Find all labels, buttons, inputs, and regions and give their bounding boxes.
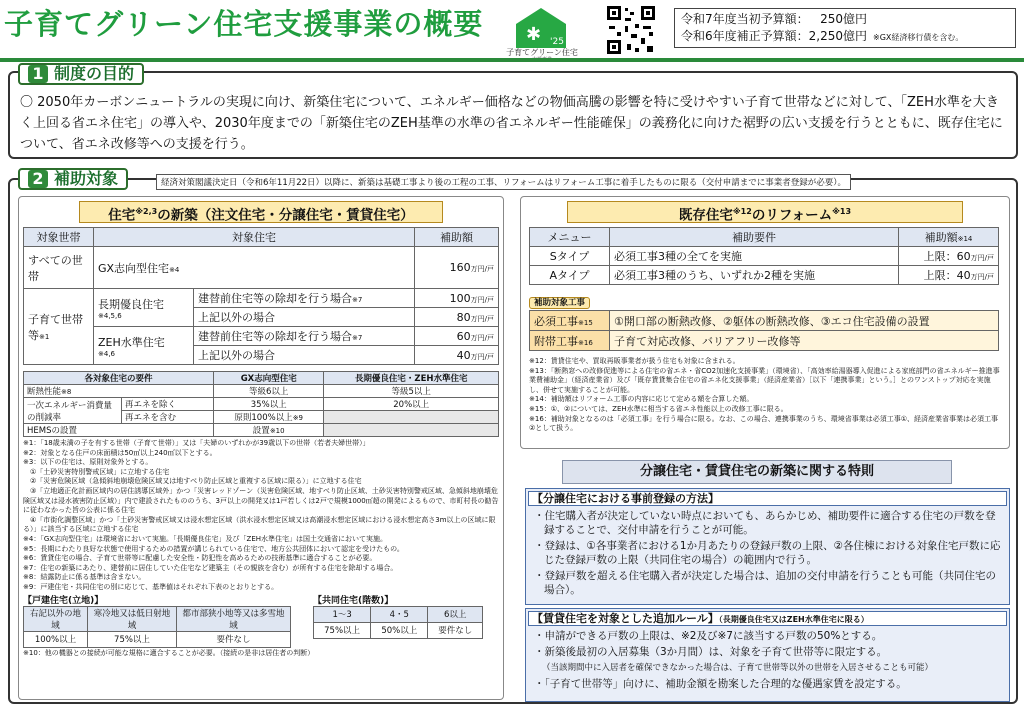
collective-th-1: 1～3 bbox=[314, 606, 371, 622]
reform-th-amount bbox=[899, 228, 999, 247]
newbuild-title-sup: ※2,3 bbox=[135, 207, 158, 216]
rental-item-2: ・新築後最初の入居募集（3か月間）は、対象を子育て世帯等に限定する。 bbox=[534, 646, 888, 658]
req-excl-other: 20%以上 bbox=[324, 398, 499, 411]
must-work-desc: ①開口部の断熱改修、②躯体の断熱改修、③エコ住宅設備の設置 bbox=[610, 311, 999, 331]
req-hems: HEMSの設置 bbox=[24, 424, 214, 437]
rental-title-note: （長期優良住宅又はZEH水準住宅に限る） bbox=[718, 615, 869, 624]
reform-th-amount-label: 補助額 bbox=[924, 231, 958, 244]
reform-th-sup: ※14 bbox=[957, 235, 973, 243]
th-house: 対象住宅 bbox=[94, 228, 415, 247]
detached-th-2: 寒冷地又は低日射地域 bbox=[87, 606, 176, 631]
rental-item-sub: （当該期間中に入居者を確保できなかった場合は、子育て世帯等以外の世帯を入居させることも可能） bbox=[542, 663, 934, 673]
rental-title bbox=[528, 611, 1007, 626]
newbuild-table bbox=[23, 227, 499, 365]
collective-label: 【共同住宅(階数)】 bbox=[313, 595, 394, 606]
collective-v-2: 50%以上 bbox=[371, 622, 428, 638]
note-2: ※2：対象となる住戸の床面積は50㎡以上240㎡以下とする。 bbox=[23, 448, 217, 457]
long-house-sup: ※4,5,6 bbox=[98, 311, 122, 320]
amount-60: 60 bbox=[456, 329, 471, 343]
extra-work-label: 附帯工事 bbox=[534, 334, 578, 348]
threshold-tables bbox=[23, 593, 499, 648]
s-type-cell: Sタイプ bbox=[530, 247, 610, 266]
must-work-sup: ※15 bbox=[578, 318, 593, 327]
amount-80: 80 bbox=[456, 310, 471, 324]
presale-box bbox=[525, 488, 1010, 605]
right-notes bbox=[529, 357, 1001, 434]
gx-house-cell bbox=[94, 247, 415, 289]
extra-work-cell bbox=[530, 331, 610, 351]
zeh-rebuild-sup: ※7 bbox=[352, 334, 363, 342]
collective-th-2: 4・5 bbox=[371, 606, 428, 622]
rental-title-main: 【賃貸住宅を対象とした追加ルール】 bbox=[532, 612, 719, 625]
zeh-other-amount bbox=[415, 346, 499, 365]
detached-table bbox=[23, 606, 291, 648]
s-amount: 上限：60 bbox=[923, 250, 971, 263]
note-3-1: ①「土砂災害特別警戒区域」に立地する住宅 bbox=[23, 467, 170, 476]
section1-label: 制度の目的 bbox=[54, 64, 135, 83]
note-1: ※1：「18歳未満の子を有する世帯（子育て世帯）」又は「夫婦のいずれかが39歳以下の世帯（若者夫婦世帯）」 bbox=[23, 439, 370, 447]
presale-item-3: ・登録戸数を超える住宅購入者が決定した場合は、追加の交付申請を行うことも可能（共同住宅の場合）。 bbox=[534, 570, 996, 596]
unit-80: 万円/戸 bbox=[470, 314, 494, 323]
note-3-4: ④「市街化調整区域」かつ「土砂災害警戒区域又は浸水想定区域（洪水浸水想定区域又は高潮浸水想定区域における浸水想定高さ3m以上の区域に限る）」に該当する区域に立地する住宅 bbox=[23, 515, 496, 534]
zeh-rebuild-label: 建替前住宅等の除却を行う場合 bbox=[198, 330, 352, 343]
reform-table bbox=[529, 227, 999, 285]
a-req-cell: 必須工事3種のうち、いずれか2種を実施 bbox=[610, 266, 899, 285]
a-type-cell: Aタイプ bbox=[530, 266, 610, 285]
req-hems-sup: ※10 bbox=[269, 427, 285, 435]
logo-caption: 子育てグリーン住宅 bbox=[506, 48, 578, 57]
rental-box bbox=[525, 608, 1010, 702]
reform-title bbox=[567, 201, 963, 223]
req-hems-gx-val: 設置 bbox=[252, 426, 270, 436]
req-th-3: 長期優良住宅・ZEH水準住宅 bbox=[324, 372, 499, 385]
collective-v-3: 要件なし bbox=[428, 622, 483, 638]
zeh-house-sup: ※4,6 bbox=[98, 349, 115, 358]
budget-row2-label: 令和6年度補正予算額： bbox=[681, 29, 809, 43]
logo-year: '25 bbox=[550, 37, 564, 47]
req-ins-other: 等級5以上 bbox=[324, 385, 499, 398]
extra-work-desc: 子育て対応改修、バリアフリー改修等 bbox=[610, 331, 999, 351]
section2-num: 2 bbox=[28, 170, 48, 188]
long-house-label: 長期優良住宅 bbox=[98, 297, 164, 311]
detached-v-3: 要件なし bbox=[177, 631, 291, 647]
req-ins-gx: 等級6以上 bbox=[214, 385, 324, 398]
unit-100: 万円/戸 bbox=[470, 295, 494, 304]
presale-item-1: ・住宅購入者が決定していない時点においても、あらかじめ、補助要件に適合する住宅の戸数を登録することで、交付申請を行うことが可能。 bbox=[534, 510, 996, 536]
detached-v-2: 75%以上 bbox=[87, 631, 176, 647]
zeh-rebuild-cell bbox=[194, 327, 415, 346]
reform-subtag: 補助対象工事 bbox=[529, 297, 590, 309]
gx-unit: 万円/戸 bbox=[470, 265, 494, 273]
budget-row1-label: 令和7年度当初予算額： bbox=[681, 12, 809, 26]
zeh-house-cell bbox=[94, 327, 194, 365]
req-incl-gx bbox=[214, 411, 324, 424]
collective-table bbox=[313, 606, 483, 639]
gx-amount-cell bbox=[415, 247, 499, 289]
detached-th-3: 都市部狭小地等又は多雪地域 bbox=[177, 606, 291, 631]
special-heading: 分譲住宅・賃貸住宅の新築に関する特則 bbox=[562, 460, 952, 484]
gx-house-label: GX志向型住宅 bbox=[98, 261, 170, 275]
amount-100: 100 bbox=[449, 291, 471, 305]
note-5: ※5：長期にわたり良好な状態で使用するための措置が講じられている住宅で、地方公共団体において認定を受けたもの。 bbox=[23, 544, 404, 553]
presale-title: 【分譲住宅における事前登録の方法】 bbox=[528, 491, 1007, 506]
must-work-label: 必須工事 bbox=[534, 314, 578, 328]
rental-item-1: ・申請ができる戸数の上限は、※2及び※7に該当する戸数の50%とする。 bbox=[534, 630, 883, 642]
section1-text: 〇 2050年カーボンニュートラルの実現に向け、新築住宅について、エネルギー価格などの物価高騰の影響を特に受けやすい子育て世帯などに対して、「ZEH水準を大きく上回る省エネ住宅」の導入や、2030年度までの「新築住宅のZEH基準の水準の省エネルギー性能確保」の義務化に向けた裾野の広い支援を行うとともに、既存住宅について、省エネ改修等への支援を行う。 bbox=[20, 95, 1003, 152]
newbuild-title-rest: の新築（注文住宅・分譲住宅・賃貸住宅） bbox=[157, 207, 414, 224]
section1-heading bbox=[18, 63, 144, 85]
section1-num: 1 bbox=[28, 65, 48, 83]
req-incl-gx-val: 原則100%以上 bbox=[234, 413, 293, 423]
req-excl-gx: 35%以上 bbox=[214, 398, 324, 411]
note-10: ※10：他の機器との接続が可能な規格に適合することが必要。（接続の是非は居住者の判断） bbox=[23, 648, 315, 657]
s-amount-cell bbox=[899, 247, 999, 266]
gx-amount: 160 bbox=[449, 261, 471, 274]
reform-title-sup2: ※13 bbox=[832, 207, 852, 216]
note-3-3: ③「立地適正化計画区域内の居住誘導区域外」かつ「災害レッドゾーン（災害危険区域、地すべり防止区域、土砂災害特別警戒区域、急傾斜地崩壊危険区域又は浸水被害防止区域）」内で建設されたもののうち、3戸以上の開発又は1戸若しくは2戸で規模1000㎡超の開発によるもので、市町村長の勧告に従わなかった旨の公表に係る住宅 bbox=[23, 486, 499, 515]
zeh-house-label: ZEH水準住宅 bbox=[98, 335, 165, 349]
newbuild-title bbox=[79, 201, 443, 223]
detached-block bbox=[23, 593, 291, 648]
note-4: ※4：「GX志向型住宅」は環境省において実施。「長期優良住宅」及び「ZEH水準住宅」は国土交通省において実施。 bbox=[23, 534, 388, 543]
section2-heading bbox=[18, 168, 128, 190]
req-hems-gx bbox=[214, 424, 324, 437]
note-16: ※16：補助対象となるのは「必須工事」を行う場合に限る。なお、この場合、連携事業のうち、環境省事業は必須工事①、経済産業省事業は必須工事②として扱う。 bbox=[529, 414, 999, 433]
newbuild-title-main: 住宅 bbox=[108, 207, 136, 224]
detached-label: 【戸建住宅(立地)】 bbox=[23, 595, 104, 606]
reform-panel bbox=[520, 196, 1010, 449]
budget-box bbox=[674, 8, 1016, 48]
all-household-cell: すべての世帯 bbox=[24, 247, 94, 289]
reform-th-req: 補助要件 bbox=[610, 228, 899, 247]
gx-house-sup: ※4 bbox=[169, 265, 180, 274]
section2-label: 補助対象 bbox=[54, 169, 119, 188]
req-th-2: GX志向型住宅 bbox=[214, 372, 324, 385]
req-insulation bbox=[24, 385, 214, 398]
a-amount: 上限：40 bbox=[923, 269, 971, 282]
detached-v-1: 100%以上 bbox=[24, 631, 88, 647]
child-household-label: 子育て世帯等 bbox=[28, 312, 83, 342]
long-other-amount bbox=[415, 308, 499, 327]
reform-title-rest: のリフォーム bbox=[751, 207, 833, 224]
note-13: ※13：「断熱窓への改修促進等による住宅の省エネ・省CO2加速化支援事業」（環境省）、「高効率給湯器導入促進による家庭部門の省エネルギー推進事業費補助金」（経済産業省）及び「既存賃貸集合住宅の省エネ化支援事業」（経済産業省）［以下「連携事業」という。］とのワンストップ対応を実施し、併せて実施することが可能。 bbox=[529, 366, 1000, 394]
note-8: ※8：結露防止に係る基準は含まない。 bbox=[23, 573, 146, 582]
req-incl-other bbox=[324, 411, 499, 424]
req-energy: 一次エネルギー消費量の削減率 bbox=[24, 398, 122, 424]
page-title: 子育てグリーン住宅支援事業の概要 bbox=[4, 7, 484, 41]
note-7: ※7：住宅の新築にあたり、建替前に居住していた住宅など建築主（その親族を含む）が所有する住宅を除却する場合。 bbox=[23, 563, 398, 572]
collective-th-3: 6以上 bbox=[428, 606, 483, 622]
long-house-cell bbox=[94, 289, 194, 327]
detached-th-1: 右記以外の地域 bbox=[24, 606, 88, 631]
req-incl-sup: ※9 bbox=[292, 414, 304, 422]
note-3: ※3：以下の住宅は、原則対象外とする。 bbox=[23, 458, 153, 467]
presale-item-2: ・登録は、①各事業者における1か月あたりの登録戸数の上限、②各住棟における対象住宅戸数に応じた登録戸数の上限（共同住宅の場合）の範囲内で行う。 bbox=[534, 540, 1001, 566]
unit-60: 万円/戸 bbox=[470, 333, 494, 342]
a-unit: 万円/戸 bbox=[970, 273, 994, 281]
must-work-cell bbox=[530, 311, 610, 331]
note-9: ※9：戸建住宅・共同住宅の別に応じて、基準値はそれぞれ下表のとおりとする。 bbox=[23, 582, 279, 591]
extra-work-sup: ※16 bbox=[578, 338, 593, 347]
th-amount: 補助額 bbox=[415, 228, 499, 247]
child-household-cell bbox=[24, 289, 94, 365]
zeh-rebuild-amount bbox=[415, 327, 499, 346]
req-insulation-sup: ※8 bbox=[61, 388, 72, 396]
a-amount-cell bbox=[899, 266, 999, 285]
long-other-cell: 上記以外の場合 bbox=[194, 308, 415, 327]
req-hems-other bbox=[324, 424, 499, 437]
req-incl: 再エネを含む bbox=[122, 411, 214, 424]
newbuild-panel bbox=[18, 196, 504, 700]
house-logo-icon bbox=[512, 6, 570, 50]
note-3-2: ②「災害危険区域（急傾斜地崩壊危険区域又は地すべり防止区域と重複する区域に限る）」に立地する住宅 bbox=[23, 477, 362, 486]
th-household: 対象世帯 bbox=[24, 228, 94, 247]
req-insulation-label: 断熱性能 bbox=[27, 387, 62, 397]
long-rebuild-amount bbox=[415, 289, 499, 308]
s-req-cell: 必須工事3種の全てを実施 bbox=[610, 247, 899, 266]
rental-item-3: ・「子育て世帯等」向けに、補助金額を勘案した合理的な優遇家賃を設定する。 bbox=[534, 678, 907, 690]
left-notes bbox=[23, 439, 499, 593]
s-unit: 万円/戸 bbox=[970, 254, 994, 262]
reform-title-main: 既存住宅 bbox=[678, 207, 733, 224]
long-rebuild-label: 建替前住宅等の除却を行う場合 bbox=[198, 292, 352, 305]
note-14: ※14：補助額はリフォーム工事の内容に応じて定める額を合算した額。 bbox=[529, 395, 754, 404]
budget-row1-value: 250億円 bbox=[820, 12, 867, 26]
zeh-other-cell: 上記以外の場合 bbox=[194, 346, 415, 365]
section2-note: 経済対策閣議決定日（令和6年11月22日）以降に、新築は基礎工事より後の工程の工事、リフォームはリフォーム工事に着手したものに限る（交付申請までに事業者登録が必要）。 bbox=[156, 174, 851, 190]
reform-title-sup: ※12 bbox=[732, 207, 752, 216]
note-15: ※15：①、②については、ZEH水準に相当する省エネ性能以上の改修工事に限る。 bbox=[529, 404, 788, 413]
budget-row2-value: 2,250億円 bbox=[808, 29, 867, 43]
amount-40: 40 bbox=[456, 348, 471, 362]
collective-block bbox=[313, 593, 483, 648]
long-rebuild-sup: ※7 bbox=[352, 296, 363, 304]
reform-work-table bbox=[529, 310, 999, 351]
budget-note: ※GX経済移行債を含む。 bbox=[873, 33, 964, 42]
note-12: ※12：賃貸住宅や、買取再販事業者が扱う住宅も対象に含まれる。 bbox=[529, 357, 740, 365]
qr-code-icon[interactable] bbox=[605, 4, 657, 56]
unit-40: 万円/戸 bbox=[470, 352, 494, 361]
note-6: ※6：賃貸住宅の場合、子育て世帯等に配慮した安全性・防犯性を高めるための技術基準に適合することが必要。 bbox=[23, 554, 377, 563]
requirement-table bbox=[23, 371, 499, 437]
reform-th-menu: メニュー bbox=[530, 228, 610, 247]
header-divider bbox=[0, 58, 1024, 62]
req-th-1: 各対象住宅の要件 bbox=[24, 372, 214, 385]
long-rebuild-cell bbox=[194, 289, 415, 308]
svg-text:✱: ✱ bbox=[526, 24, 542, 45]
req-excl: 再エネを除く bbox=[122, 398, 214, 411]
collective-v-1: 75%以上 bbox=[314, 622, 371, 638]
child-household-sup: ※1 bbox=[39, 332, 50, 341]
